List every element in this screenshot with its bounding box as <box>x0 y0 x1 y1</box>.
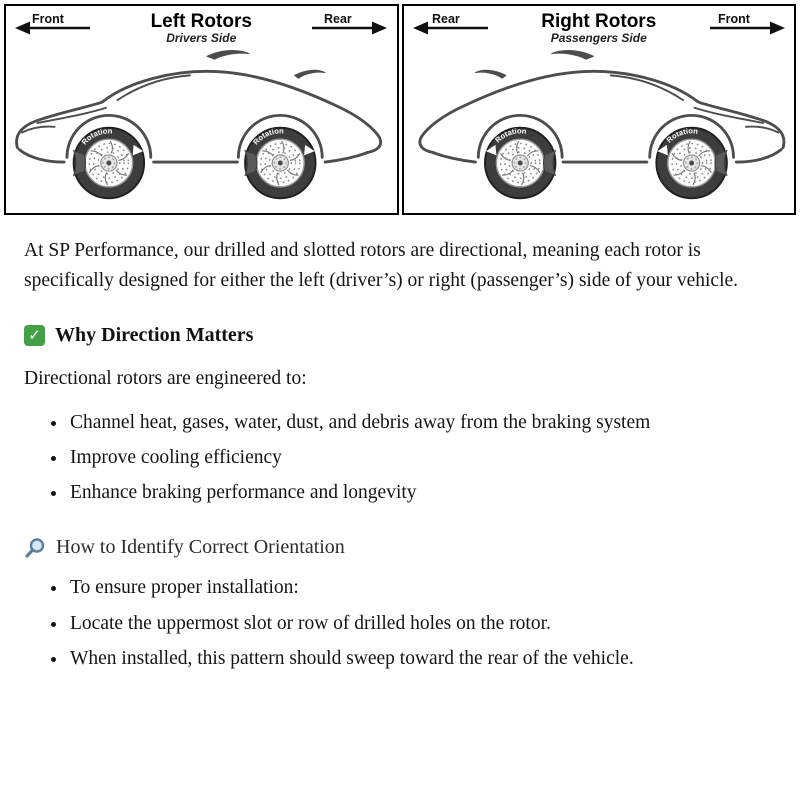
roof-accent-swoosh <box>551 50 593 59</box>
magnifier-icon <box>24 537 46 559</box>
heading-text: Why Direction Matters <box>55 324 254 347</box>
panel-title: Right Rotors <box>541 11 657 32</box>
front-wheel <box>74 126 144 198</box>
car-body <box>17 50 381 162</box>
rear-arrow-label: Rear <box>431 12 460 26</box>
roof-accent-swoosh <box>207 50 249 59</box>
arrowhead-right-icon <box>372 22 387 35</box>
front-wheel <box>656 126 726 198</box>
rear-wheel <box>484 126 554 198</box>
right-car-illustration <box>404 43 795 203</box>
list-item: • When installed, this pattern should sweep toward the rear of the vehicle. <box>68 644 778 674</box>
rear-accent-swoosh <box>295 70 325 78</box>
engineered-lead: Directional rotors are engineered to: <box>24 368 307 390</box>
front-arrow-label: Front <box>32 12 64 26</box>
front-arrow-label: Front <box>717 12 750 26</box>
left-panel-header <box>6 6 397 45</box>
heading-text: How to Identify Correct Orientation <box>56 536 345 559</box>
intro-paragraph: At SP Performance, our drilled and slotted rotors are directional, meaning each rotor is specifically designed for either the left (driver’s) or right (passenger’s) side of your vehicle. <box>24 240 739 292</box>
arrowhead-right-icon <box>770 22 785 35</box>
left-rotors-panel <box>4 4 399 215</box>
rear-direction-arrow <box>310 11 388 35</box>
rear-direction-arrow <box>412 11 490 35</box>
right-rotors-panel <box>402 4 797 215</box>
list-item: • Improve cooling efficiency <box>68 443 778 473</box>
car-body <box>419 50 783 162</box>
front-direction-arrow <box>14 11 92 35</box>
right-panel-header <box>404 6 795 45</box>
direction-benefits-list <box>24 408 778 509</box>
orientation-steps-list <box>24 573 778 674</box>
why-direction-matters-heading <box>24 320 778 351</box>
left-car-illustration <box>6 43 397 203</box>
panel-title: Left Rotors <box>150 11 252 32</box>
rear-arrow-label: Rear <box>324 12 353 26</box>
front-direction-arrow <box>708 11 786 35</box>
right-panel-titles <box>541 12 656 45</box>
left-panel-titles <box>151 12 252 45</box>
list-item: • Enhance braking performance and longevity <box>68 478 778 508</box>
identify-orientation-heading <box>24 532 778 563</box>
list-item: • Channel heat, gases, water, dust, and debris away from the braking system <box>68 408 778 438</box>
arrowhead-left-icon <box>15 22 30 35</box>
check-icon: ✓ <box>24 325 45 346</box>
article <box>0 215 800 698</box>
list-item: • Locate the uppermost slot or row of drilled holes on the rotor. <box>68 609 778 639</box>
rear-wheel <box>245 126 315 198</box>
rotor-direction-diagram <box>0 0 800 215</box>
panel-subtitle: Drivers Side <box>166 30 237 45</box>
arrowhead-left-icon <box>413 22 428 35</box>
list-item: • To ensure proper installation: <box>68 573 778 603</box>
panel-subtitle: Passengers Side <box>550 30 647 45</box>
rear-accent-swoosh <box>475 70 505 78</box>
